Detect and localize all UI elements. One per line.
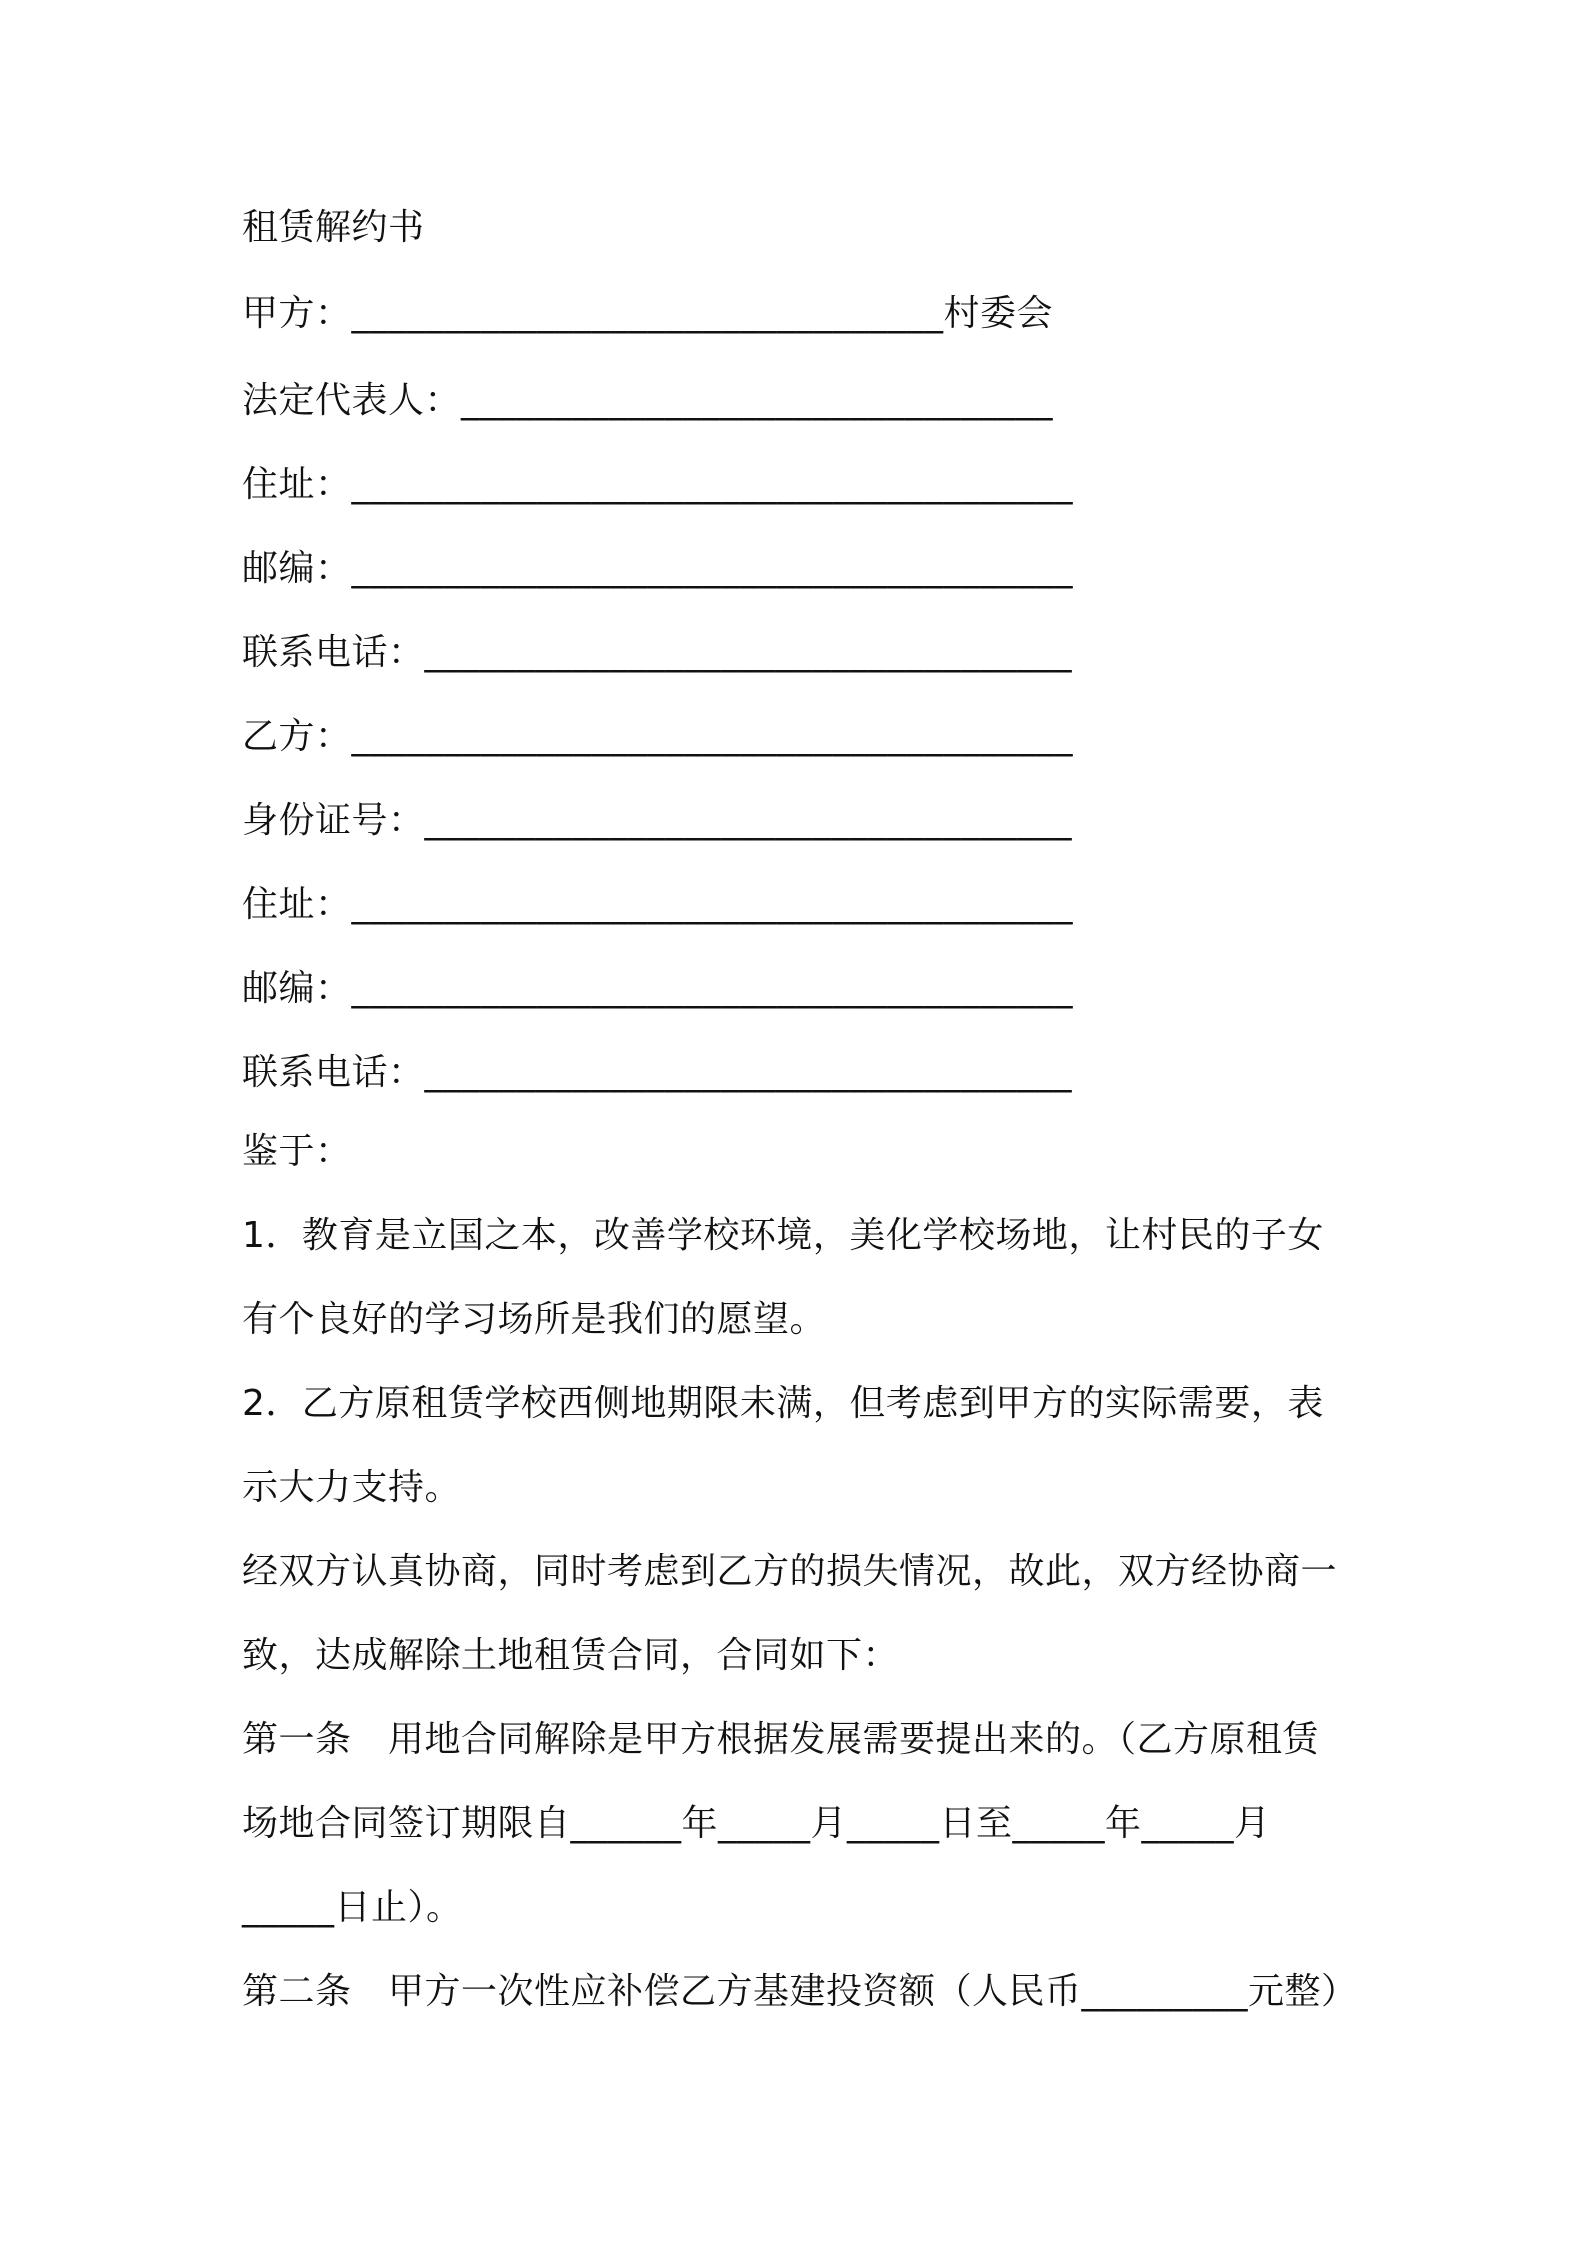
article1-line2: 场地合同签订期限自______年_____月_____日至_____年_____月 <box>242 1803 1271 1844</box>
article2-line1: 第二条 甲方一次性应补偿乙方基建投资额（人民币_________元整） <box>242 1971 1358 2012</box>
whereas-item1-line1: 1．教育是立国之本，改善学校环境，美化学校场地，让村民的子女 <box>242 1215 1324 1256</box>
article1-line3: _____日止）。 <box>242 1887 463 1928</box>
party-a-postcode-line: 邮编：_______________________________________ <box>242 548 1074 589</box>
party-b-phone-line: 联系电话：___________________________________ <box>242 1052 1073 1093</box>
party-b-line: 乙方：_______________________________________ <box>242 716 1074 757</box>
party-a-address-line: 住址：_______________________________________ <box>242 464 1074 505</box>
article1-line1: 第一条 用地合同解除是甲方根据发展需要提出来的。（乙方原租赁 <box>242 1719 1320 1760</box>
party-b-address-line: 住址：_______________________________________ <box>242 884 1074 925</box>
agreement-intro-line2: 致，达成解除土地租赁合同，合同如下： <box>242 1635 900 1676</box>
whereas-heading: 鉴于： <box>242 1131 352 1172</box>
party-a-representative-line: 法定代表人：________________________________ <box>242 380 1054 421</box>
party-b-id-line: 身份证号：___________________________________ <box>242 800 1073 841</box>
party-a-phone-line: 联系电话：___________________________________ <box>242 632 1073 673</box>
agreement-intro-line1: 经双方认真协商，同时考虑到乙方的损失情况，故此，双方经协商一 <box>242 1551 1338 1592</box>
whereas-item2-line2: 示大力支持。 <box>242 1467 462 1508</box>
party-a-line: 甲方：________________________________村委会 <box>242 293 1054 334</box>
party-b-postcode-line: 邮编：_______________________________________ <box>242 968 1074 1009</box>
whereas-item2-line1: 2．乙方原租赁学校西侧地期限未满，但考虑到甲方的实际需要，表 <box>242 1383 1324 1424</box>
document-title: 租赁解约书 <box>242 207 425 248</box>
whereas-item1-line2: 有个良好的学习场所是我们的愿望。 <box>242 1299 827 1340</box>
